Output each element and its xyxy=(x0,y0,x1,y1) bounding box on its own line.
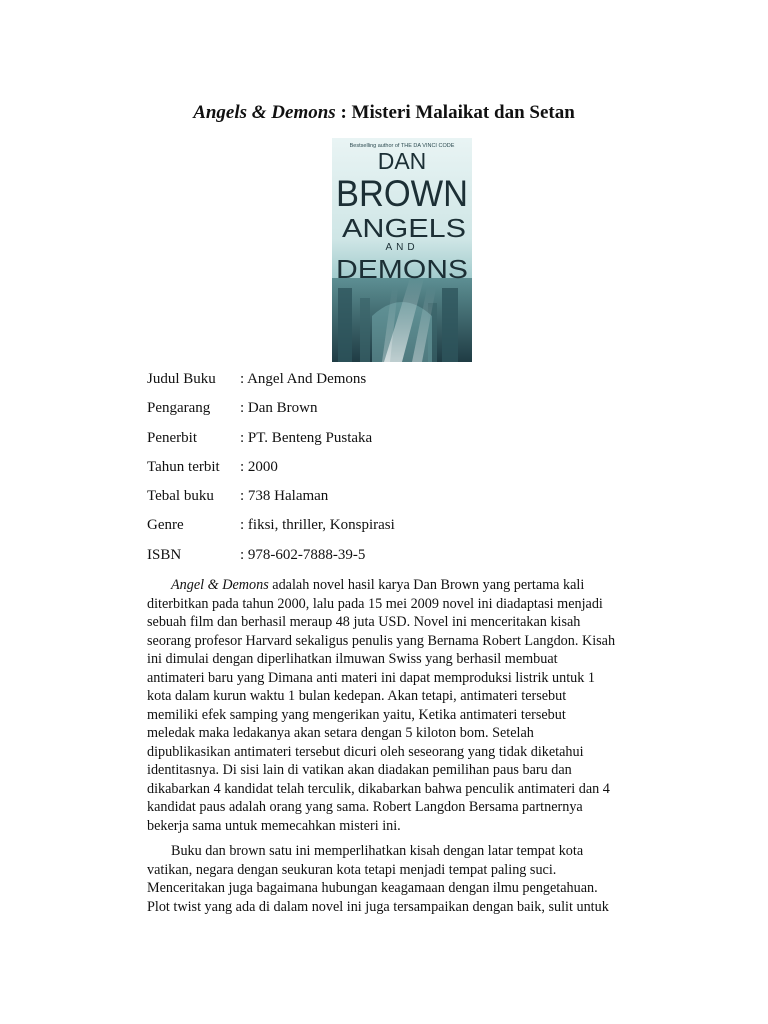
title-italic: Angels & Demons xyxy=(193,102,336,123)
cover-author-last: BROWN xyxy=(336,173,468,214)
info-label: Tahun terbit xyxy=(147,458,220,475)
title-rest: : Misteri Malaikat dan Setan xyxy=(335,102,575,123)
paragraph-line: seorang profesor Harvard sekaligus penulis yang Bernama Robert Langdon. Kisah xyxy=(147,632,616,649)
review-paragraph xyxy=(147,842,667,916)
book-cover-image xyxy=(332,138,472,362)
cover-tagline: Bestselling author of THE DA VINCI CODE xyxy=(349,143,455,149)
info-row xyxy=(147,547,395,576)
info-label: Tebal buku xyxy=(147,488,214,505)
paragraph-line: Menceritakan juga bagaimana hubungan keagamaan dengan ilmu pengetahuan. xyxy=(147,880,598,896)
info-label: Pengarang xyxy=(147,400,211,417)
paragraph-line: identitasnya. Di sisi lain di vatikan akan diadakan pemilihan paus baru dan xyxy=(147,762,572,778)
info-label: Genre xyxy=(147,517,184,534)
paragraph-line: ini dimulai dengan diperlihatkan ilmuwan Swiss yang berhasil membuat xyxy=(147,651,558,667)
paragraph-line: sebuah film dan berhasil meraup 48 juta USD. Novel ini menceritakan kisah xyxy=(147,614,581,630)
paragraph-line: diterbitkan pada tahun 2000, lalu pada 15 mei 2009 novel ini diadaptasi menjadi xyxy=(147,595,603,612)
paragraph-line: memiliki efek samping yang mengerikan yaitu, Ketika antimateri tersebut xyxy=(147,706,566,723)
info-value: : 738 Halaman xyxy=(240,488,329,505)
paragraph-line: dipublikasikan antimateri tersebut dicuri oleh seseorang yang tidak diketahui xyxy=(147,743,584,760)
paragraph-lead-italic: Angel & Demons xyxy=(171,577,269,593)
paragraph-line: Plot twist yang ada di dalam novel ini juga tersampaikan dengan baik, sulit untuk xyxy=(147,898,609,915)
paragraph-line: kota dalam kurun waktu 1 bulan kedepan. Akan tetapi, antimateri tersebut xyxy=(147,688,567,704)
cover-author-first: DAN xyxy=(377,148,427,174)
info-row xyxy=(147,371,395,400)
info-label: Penerbit xyxy=(147,429,197,446)
info-value: : Angel And Demons xyxy=(240,371,367,387)
synopsis-paragraph xyxy=(147,576,667,835)
info-value: : PT. Benteng Pustaka xyxy=(240,429,373,446)
info-label: ISBN xyxy=(147,546,182,563)
paragraph-line: Angel & Demons adalah novel hasil karya Dan Brown yang pertama kali xyxy=(171,577,585,593)
paragraph-line: Buku dan brown satu ini memperlihatkan kisah dengan latar tempat kota xyxy=(171,843,584,859)
info-row xyxy=(147,459,395,488)
info-value: : Dan Brown xyxy=(240,400,318,417)
book-info-table xyxy=(147,371,395,576)
page-title xyxy=(0,102,768,124)
cover-title-line3: DEMONS xyxy=(336,254,468,284)
info-label: Judul Buku xyxy=(147,371,216,387)
info-row xyxy=(147,400,395,429)
info-value: : 2000 xyxy=(240,458,278,475)
paragraph-line: dikabarkan 4 kandidat telah terculik, dikabarkan bahwa penculik antimateri dan 4 xyxy=(147,780,610,797)
info-row xyxy=(147,517,395,546)
info-row xyxy=(147,430,395,459)
paragraph-line: kandidat paus adalah orang yang sama. Robert Langdon Bersama partnernya xyxy=(147,799,583,815)
paragraph-line: meledak maka ledakanya akan setara dengan 5 kiloton bom. Setelah xyxy=(147,725,534,741)
info-value: : fiksi, thriller, Konspirasi xyxy=(240,517,395,534)
cover-title-line2: AND xyxy=(385,242,419,253)
cover-title-line1: ANGELS xyxy=(342,213,466,243)
paragraph-line: vatikan, negara dengan seukuran kota tetapi menjadi tempat paling suci. xyxy=(147,861,557,878)
info-value: : 978-602-7888-39-5 xyxy=(240,546,366,563)
info-row xyxy=(147,488,395,517)
paragraph-line: bekerja sama untuk memecahkan misteri ini. xyxy=(147,817,401,834)
paragraph-line: antimateri baru yang Dimana anti materi ini dapat memproduksi listrik untuk 1 xyxy=(147,669,595,686)
